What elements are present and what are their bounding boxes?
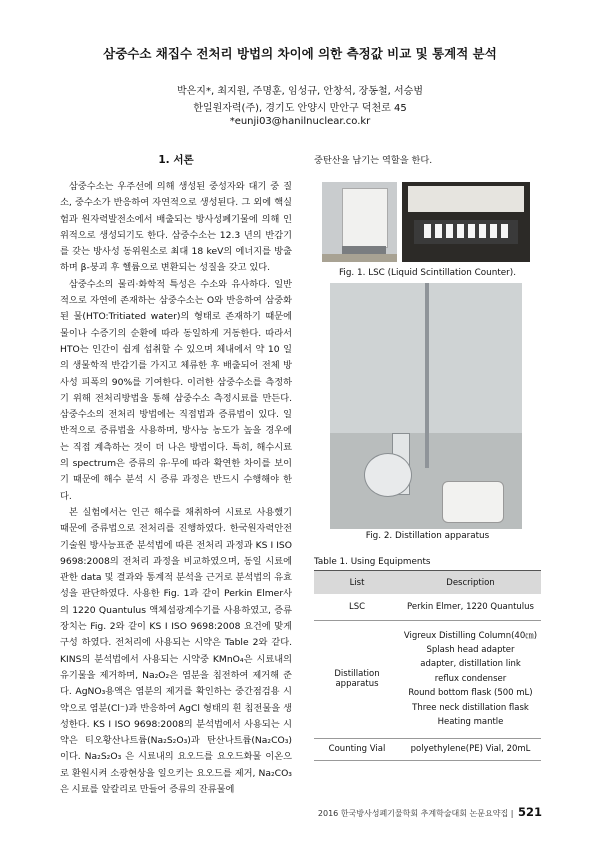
table-row bbox=[314, 620, 541, 738]
footer-text: 2016 한국방사성폐기물학회 추계학술대회 논문요약집 bbox=[317, 809, 509, 818]
column-header-list: List bbox=[314, 571, 400, 595]
paper-title: 삼중수소 채집수 전처리 방법의 차이에 의한 측정값 비교 및 통계적 분석 bbox=[103, 46, 497, 61]
left-column bbox=[60, 179, 292, 798]
cell-description: Perkin Elmer, 1220 Quantulus bbox=[400, 594, 541, 620]
table-row bbox=[314, 594, 541, 620]
table-caption: Table 1. Using Equipments bbox=[314, 557, 431, 567]
cell-list: Distillation apparatus bbox=[314, 620, 400, 738]
author-list: 박은지*, 최지원, 주명훈, 임성규, 안창석, 장동철, 서승범 bbox=[176, 86, 423, 97]
equipment-table bbox=[314, 570, 541, 761]
table-row bbox=[314, 738, 541, 760]
cell-description: Vigreux Distilling Column(40㎝) Splash head adapter adapter, distillation link reflux condenser Round bottom flask (500 mL) Three neck distillation flask Heating mantle bbox=[400, 620, 541, 738]
page-footer bbox=[318, 805, 542, 819]
page-number: 521 bbox=[517, 805, 542, 819]
distillation-photo bbox=[330, 283, 522, 529]
right-column-continuation: 중탄산을 남기는 역할을 한다. bbox=[314, 155, 433, 166]
footer-separator: | bbox=[510, 809, 514, 818]
cell-description: polyethylene(PE) Vial, 20mL bbox=[400, 738, 541, 760]
affiliation: 한일원자력(주), 경기도 안양시 만안구 덕천로 45 bbox=[193, 103, 407, 114]
cell-list: LSC bbox=[314, 594, 400, 620]
paragraph: 삼중수소의 물리·화학적 특성은 수소와 유사하다. 일반적으로 자연에 존재하는 삼중수소는 O와 반응하여 삼중화 된 물(HTO:Tritiated water)의 형태로 존재하기 때문에 물이나 수증기의 순환에 따라 동일하게 거동한다. 따라서 HTO는 인간이 쉽게 섭취할 수 있으며 체내에서 약 10 일의 생물학적 반감기를 가지고 체류한 후 배출되어 전체 방사성 피폭의 90%를 기여한다. 이러한 삼중수소를 측정하기 위해 전처리방법을 통해 삼중수소 측정시료를 만든다. 삼중수소의 전처리 방법에는 직접법과 증류법이 있다. 일반적으로 증류법을 사용하며, 방사능 농도가 높을 경우에는 직접 계측하는 것이 더 나은 방법이다. 특히, 해수시료의 spectrum은 증류의 유·무에 따라 확연한 차이를 보이기 때문에 해수 분석 시 증류 과정은 반드시 수행해야 한다. bbox=[60, 278, 292, 502]
paragraph: 삼중수소는 우주선에 의해 생성된 중성자와 대기 중 질소, 중수소가 반응하여 자연적으로 생성된다. 그 외에 핵실험과 원자력발전소에서 배출되는 방사성폐기물에 의해 인위적으로 생성되기도 한다. 삼중수소는 12.3 년의 반감기를 갖는 방사성 동위원소로 최대 18 keV의 에너지를 방출하며 β-붕괴 후 헬륨으로 변환되는 성질을 갖고 있다. bbox=[60, 181, 292, 274]
cell-list: Counting Vial bbox=[314, 738, 400, 760]
contact-email: *eunji03@hanilnuclear.co.kr bbox=[229, 116, 371, 127]
fig2-caption: Fig. 2. Distillation apparatus bbox=[365, 531, 490, 541]
lsc-photo-left bbox=[322, 182, 397, 262]
table-header-row bbox=[314, 571, 541, 595]
lsc-photo-right bbox=[402, 182, 530, 262]
column-header-description: Description bbox=[400, 571, 541, 595]
section-heading: 1. 서론 bbox=[158, 154, 194, 166]
fig1-caption: Fig. 1. LSC (Liquid Scintillation Counter). bbox=[338, 268, 517, 278]
paragraph: 본 실험에서는 인근 해수를 채취하여 시료로 사용했기 때문에 증류법으로 전처리를 진행하였다. 한국원자력안전기술원 방사능표준 분석법에 따른 전처리 과정과 KS I ISO 9698:2008의 전처리 과정을 비교하였으며, 동일 시료에 관한 data 및 결과와 통계적 분석을 근거로 분석법의 유효성을 판단하였다. 사용한 Fig. 1과 같이 Perkin Elmer사의 1220 Quantulus 액체섬광계수기를 사용하였고, 증류장치는 Fig. 2와 같이 KS I ISO 9698:2008 요건에 맞게 구성 하였다. 전처리에 사용되는 시약은 Table 2와 같다. KINS의 분석법에서 사용되는 시약중 KMnO₄은 시료내의 유기물을 제거하며, Na₂O₂은 염분을 침전하여 제거해 준다. AgNO₃용액은 염분의 제거를 확인하는 중간점검용 시약으로 염분(Cl⁻)과 반응하여 AgCl 형태의 흰 침전물을 생성한다. KS I ISO 9698:2008의 분석법에서 사용되는 시약은 티오황산나트륨(Na₂S₂O₃)과 탄산나트륨(Na₂CO₃)이다. Na₂S₂O₃ 은 시료내의 요오드를 요오드화물 이온으로 환원시켜 소광현상을 일으키는 요오드를 제거, Na₂CO₃은 시료를 알칼리로 만들어 증류의 잔류물에 bbox=[60, 506, 292, 795]
